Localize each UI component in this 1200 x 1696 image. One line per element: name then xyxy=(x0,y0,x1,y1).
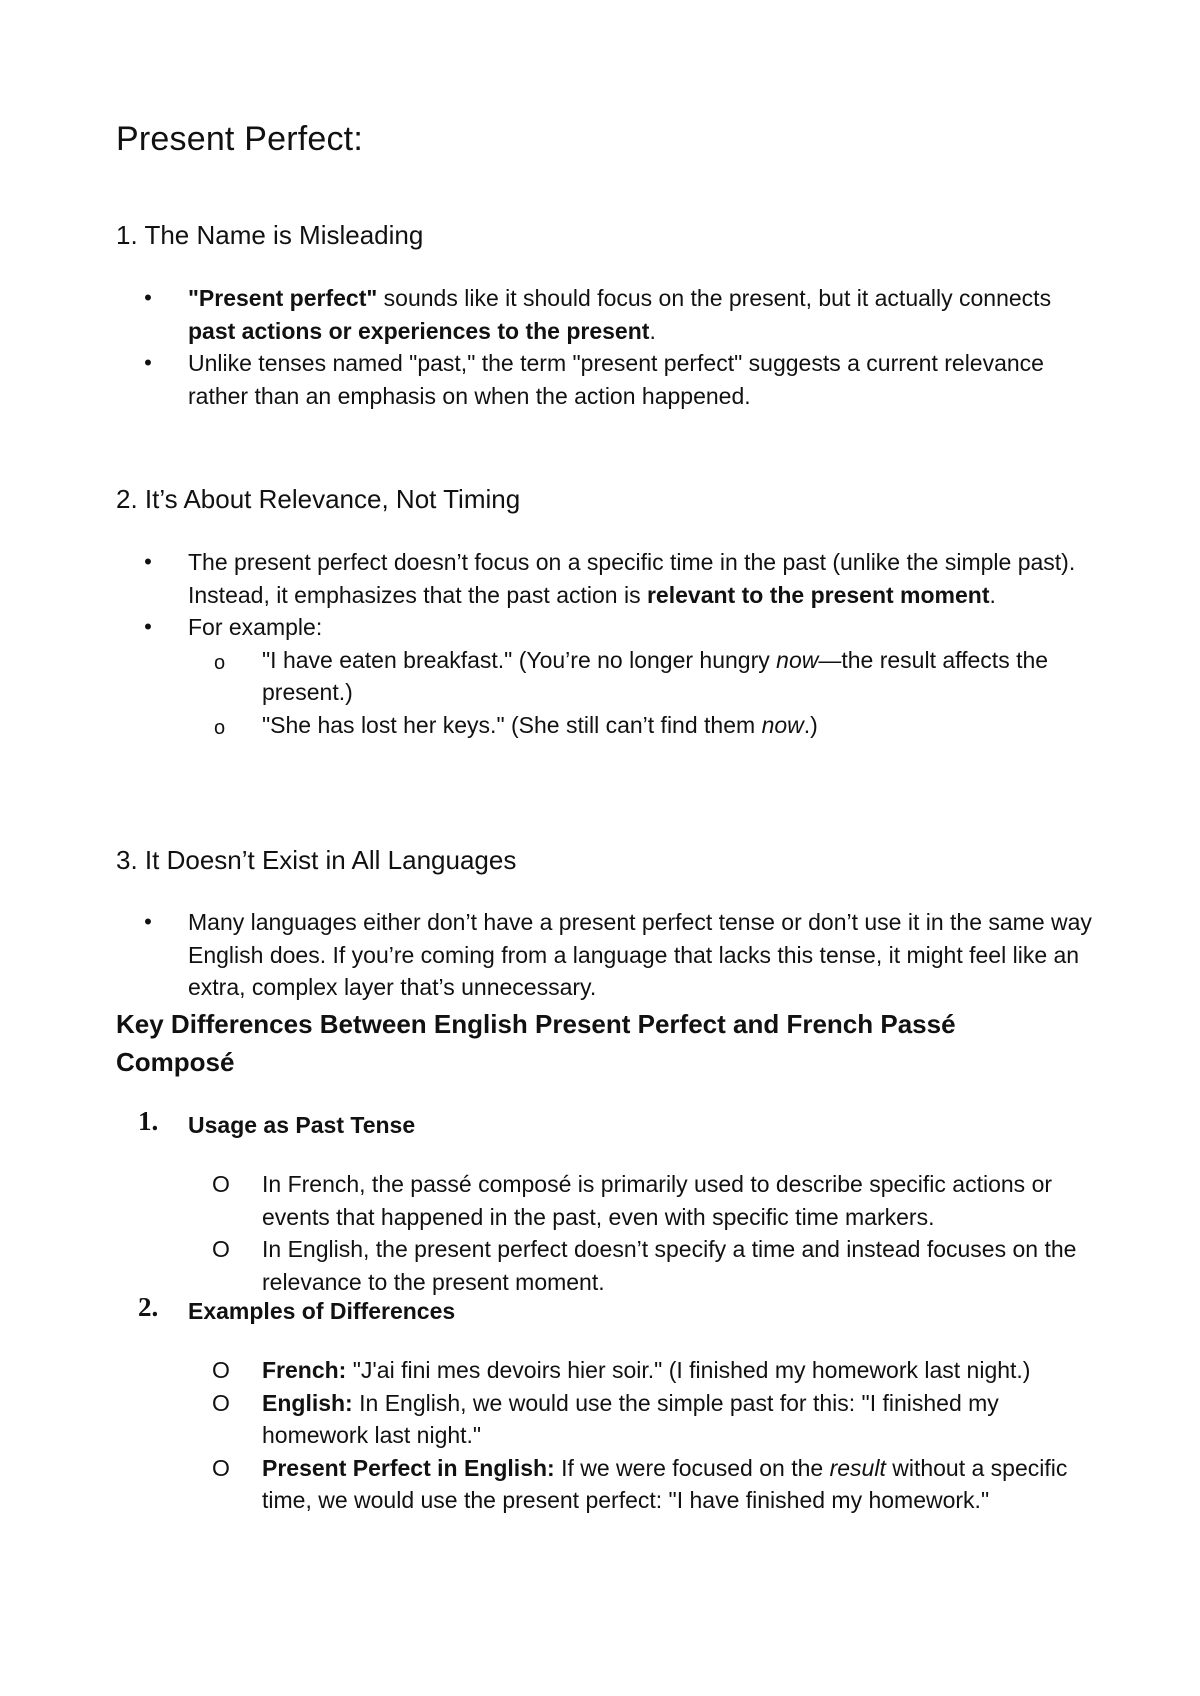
item-label: Usage as Past Tense xyxy=(188,1112,416,1138)
bullet-icon: • xyxy=(144,614,152,639)
key-differences-heading: Key Differences Between English Present Perfect and French Passé Composé xyxy=(116,1009,956,1077)
text: The present perfect doesn’t focus on a specific time in the past (unlike the simple past). Instead, it emphasizes that the past action is xyxy=(188,549,1076,608)
text: sounds like it should focus on the present, but it actually connects xyxy=(377,285,1052,311)
text: Many languages either don’t have a present perfect tense or don’t use it in the same way English does. If you’re coming from a language that lacks this tense, it might feel like an extra, complex layer that’s unnecessary. xyxy=(188,909,1092,1000)
circle-bullet-icon: O xyxy=(212,1236,230,1262)
bold-text: past actions or experiences to the present xyxy=(188,317,650,344)
bold-text: relevant to the present moment xyxy=(646,581,990,608)
text: In English, we would use the simple past for this: "I finished my homework last night." xyxy=(262,1389,999,1448)
item-number: 2. xyxy=(138,1292,159,1322)
text: —the result affects the present.) xyxy=(262,646,1049,705)
page-title: Present Perfect: xyxy=(116,120,363,158)
text: In English, the present perfect doesn’t specify a time and instead focuses on the relevance to the present moment. xyxy=(262,1236,1077,1295)
list-item xyxy=(144,282,1093,347)
item-label: Examples of Differences xyxy=(188,1298,456,1324)
text: . xyxy=(649,317,656,344)
circle-bullet-icon: O xyxy=(212,1454,230,1481)
circle-bullet-icon: O xyxy=(212,1171,230,1197)
text: "She has lost her keys." (She still can’t find them xyxy=(262,711,762,738)
circle-bullet-icon: o xyxy=(214,651,226,674)
list-item xyxy=(144,906,1093,1004)
section-3-list xyxy=(144,906,1093,1004)
bullet-icon: • xyxy=(144,350,152,375)
section-1-list xyxy=(144,282,1093,412)
bold-text: English: xyxy=(262,1389,353,1416)
text: "I have eaten breakfast." (You’re no longer hungry xyxy=(262,646,777,673)
examples-points xyxy=(212,1354,1102,1517)
circle-bullet-icon: o xyxy=(214,716,226,739)
text: In French, the passé composé is primarily used to describe specific actions or events that happened in the past, even with specific time markers. xyxy=(262,1171,1053,1230)
bullet-icon: • xyxy=(144,549,152,574)
section-1-heading: 1. The Name is Misleading xyxy=(116,220,424,250)
text: Unlike tenses named "past," the term "present perfect" suggests a current relevance rather than an emphasis on when the action happened. xyxy=(188,350,1044,409)
section-2-list xyxy=(144,546,1093,741)
text: If we were focused on the xyxy=(554,1454,830,1481)
circle-bullet-icon: O xyxy=(212,1389,230,1416)
italic-text: now xyxy=(761,711,804,738)
bullet-icon: • xyxy=(144,285,152,310)
example-item xyxy=(214,709,1093,742)
list-item xyxy=(212,1354,1102,1387)
list-item xyxy=(144,347,1093,412)
text: without a specific time, we would use the present perfect: "I have finished my homework." xyxy=(262,1454,1068,1513)
usage-points xyxy=(212,1168,1102,1298)
bold-text: French: xyxy=(262,1357,347,1383)
bold-text: Present Perfect in English: xyxy=(262,1454,555,1481)
list-item xyxy=(212,1168,1102,1233)
bold-text: "Present perfect" xyxy=(188,285,378,311)
circle-bullet-icon: O xyxy=(212,1357,230,1383)
text: .) xyxy=(803,711,818,738)
text: For example: xyxy=(188,614,323,640)
bullet-icon: • xyxy=(144,909,152,934)
list-item xyxy=(144,611,1093,741)
text: . xyxy=(989,581,996,608)
section-2-heading: 2. It’s About Relevance, Not Timing xyxy=(116,484,521,514)
italic-text: result xyxy=(829,1454,886,1481)
italic-text: now xyxy=(776,646,819,673)
section-3-heading: 3. It Doesn’t Exist in All Languages xyxy=(116,845,517,875)
text: "J'ai fini mes devoirs hier soir." (I finished my homework last night.) xyxy=(346,1357,1031,1383)
item-number: 1. xyxy=(138,1106,159,1136)
example-item xyxy=(214,644,1093,709)
list-item xyxy=(212,1233,1102,1298)
list-item xyxy=(144,546,1093,611)
list-item xyxy=(212,1452,1102,1517)
list-item xyxy=(212,1387,1102,1452)
